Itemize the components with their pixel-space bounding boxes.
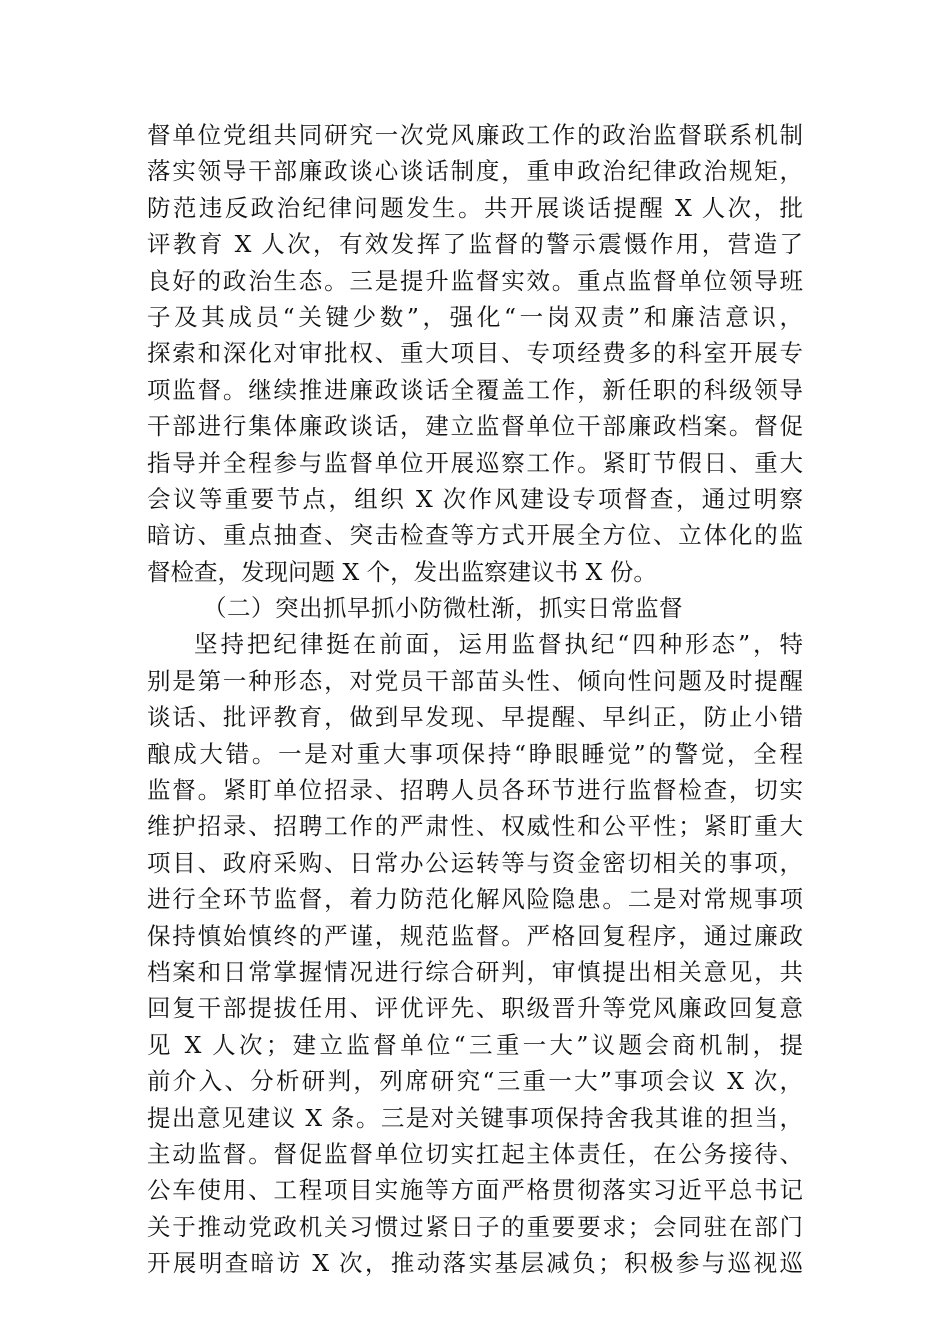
text-line: 落实领导干部廉政谈心谈话制度，重申政治纪律政治规矩， — [147, 157, 803, 186]
text-line: 项目、政府采购、日常办公运转等与资金密切相关的事项， — [147, 848, 803, 877]
paragraph-2 — [147, 626, 803, 1281]
paragraph-1 — [147, 117, 803, 590]
text-line: 酿成大错。一是对重大事项保持“睁眼睡觉”的警觉，全程 — [147, 739, 803, 768]
text-line: 前介入、分析研判，列席研究“三重一大”事项会议 X 次， — [147, 1067, 803, 1096]
text-line: 别是第一种形态，对党员干部苗头性、倾向性问题及时提醒 — [147, 666, 803, 695]
text-line: 维护招录、招聘工作的严肃性、权威性和公平性；紧盯重大 — [147, 812, 803, 841]
text-line: 督单位党组共同研究一次党风廉政工作的政治监督联系机制 — [147, 121, 803, 149]
document-body — [147, 117, 803, 1282]
text-line: 暗访、重点抽查、突击检查等方式开展全方位、立体化的监 — [147, 521, 803, 550]
text-line: 保持慎始慎终的严谨，规范监督。严格回复程序，通过廉政 — [147, 921, 803, 950]
text-line: 干部进行集体廉政谈话，建立监督单位干部廉政档案。督促 — [147, 412, 803, 441]
text-line: 档案和日常掌握情况进行综合研判，审慎提出相关意见，共 — [147, 957, 803, 986]
text-line: 回复干部提拔任用、评优评先、职级晋升等党风廉政回复意 — [147, 994, 803, 1023]
text-line: 关于推动党政机关习惯过紧日子的重要要求；会同驻在部门 — [147, 1212, 803, 1241]
text-line: 评教育 X 人次，有效发挥了监督的警示震慑作用，营造了 — [147, 230, 803, 259]
text-line: 监督。紧盯单位招录、招聘人员各环节进行监督检查，切实 — [147, 776, 803, 805]
text-line: 开展明查暗访 X 次，推动落实基层减负；积极参与巡视巡 — [147, 1249, 803, 1278]
text-line: 坚持把纪律挺在前面，运用监督执纪“四种形态”，特 — [194, 630, 803, 659]
text-line: 进行全环节监督，着力防范化解风险隐患。二是对常规事项 — [147, 885, 803, 914]
text-line: 督检查，发现问题 X 个，发出监察建议书 X 份。 — [147, 557, 657, 586]
section-heading: （二）突出抓早抓小防微杜渐，抓实日常监督 — [203, 594, 683, 623]
text-line: 提出意见建议 X 条。三是对关键事项保持舍我其谁的担当， — [147, 1103, 803, 1132]
text-line: 见 X 人次；建立监督单位“三重一大”议题会商机制，提 — [147, 1030, 803, 1059]
text-line: 子及其成员“关键少数”，强化“一岗双责”和廉洁意识， — [147, 302, 803, 331]
text-line: 主动监督。督促监督单位切实扛起主体责任，在公务接待、 — [147, 1139, 803, 1168]
text-line: 项监督。继续推进廉政谈话全覆盖工作，新任职的科级领导 — [147, 375, 803, 404]
text-line: 指导并全程参与监督单位开展巡察工作。紧盯节假日、重大 — [147, 448, 803, 477]
text-line: 探索和深化对审批权、重大项目、专项经费多的科室开展专 — [147, 339, 803, 368]
text-line: 谈话、批评教育，做到早发现、早提醒、早纠正，防止小错 — [147, 703, 803, 732]
text-line: 会议等重要节点，组织 X 次作风建设专项督查，通过明察 — [147, 484, 803, 513]
text-line: 良好的政治生态。三是提升监督实效。重点监督单位领导班 — [147, 266, 803, 295]
text-line: 防范违反政治纪律问题发生。共开展谈话提醒 X 人次，批 — [147, 193, 803, 222]
text-line: 公车使用、工程项目实施等方面严格贯彻落实习近平总书记 — [147, 1176, 803, 1205]
